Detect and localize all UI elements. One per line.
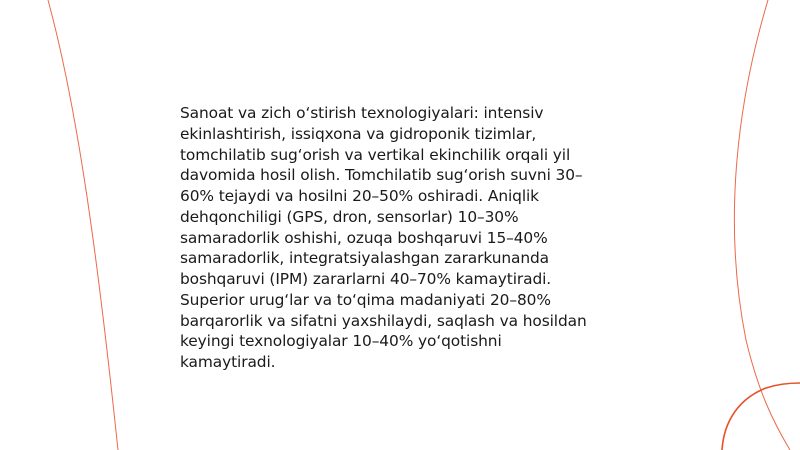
bottom-right-decorative-arc [722,383,800,450]
body-paragraph: Sanoat va zich o‘stirish texnologiyalari: intensiv ekinlashtirish, issiqxona va gidroponik tizimlar, tomchilatib sug‘orish va vertikal ekinchilik orqali yil davomida hosil olish. Tomchilatib sug‘orish suvni 30– 60% tejaydi va hosilni 20–50% oshiradi. Aniqlik dehqonchiligi (GPS, dron, sensorlar) 10–30% samaradorlik oshishi, ozuqa boshqaruvi 15–40% samaradorlik, integratsiyalashgan zararkunanda boshqaruvi (IPM) zararlarni 40–70% kamaytiradi. Superior urug‘lar va to‘qima madaniyati 20–80% barqarorlik va sifatni yaxshilaydi, saqlash va hosildan keyingi texnologiyalar 10–40% yo‘qotishni kamaytiradi. [180,104,587,371]
right-decorative-curve [734,0,790,450]
left-decorative-curve [48,0,118,450]
